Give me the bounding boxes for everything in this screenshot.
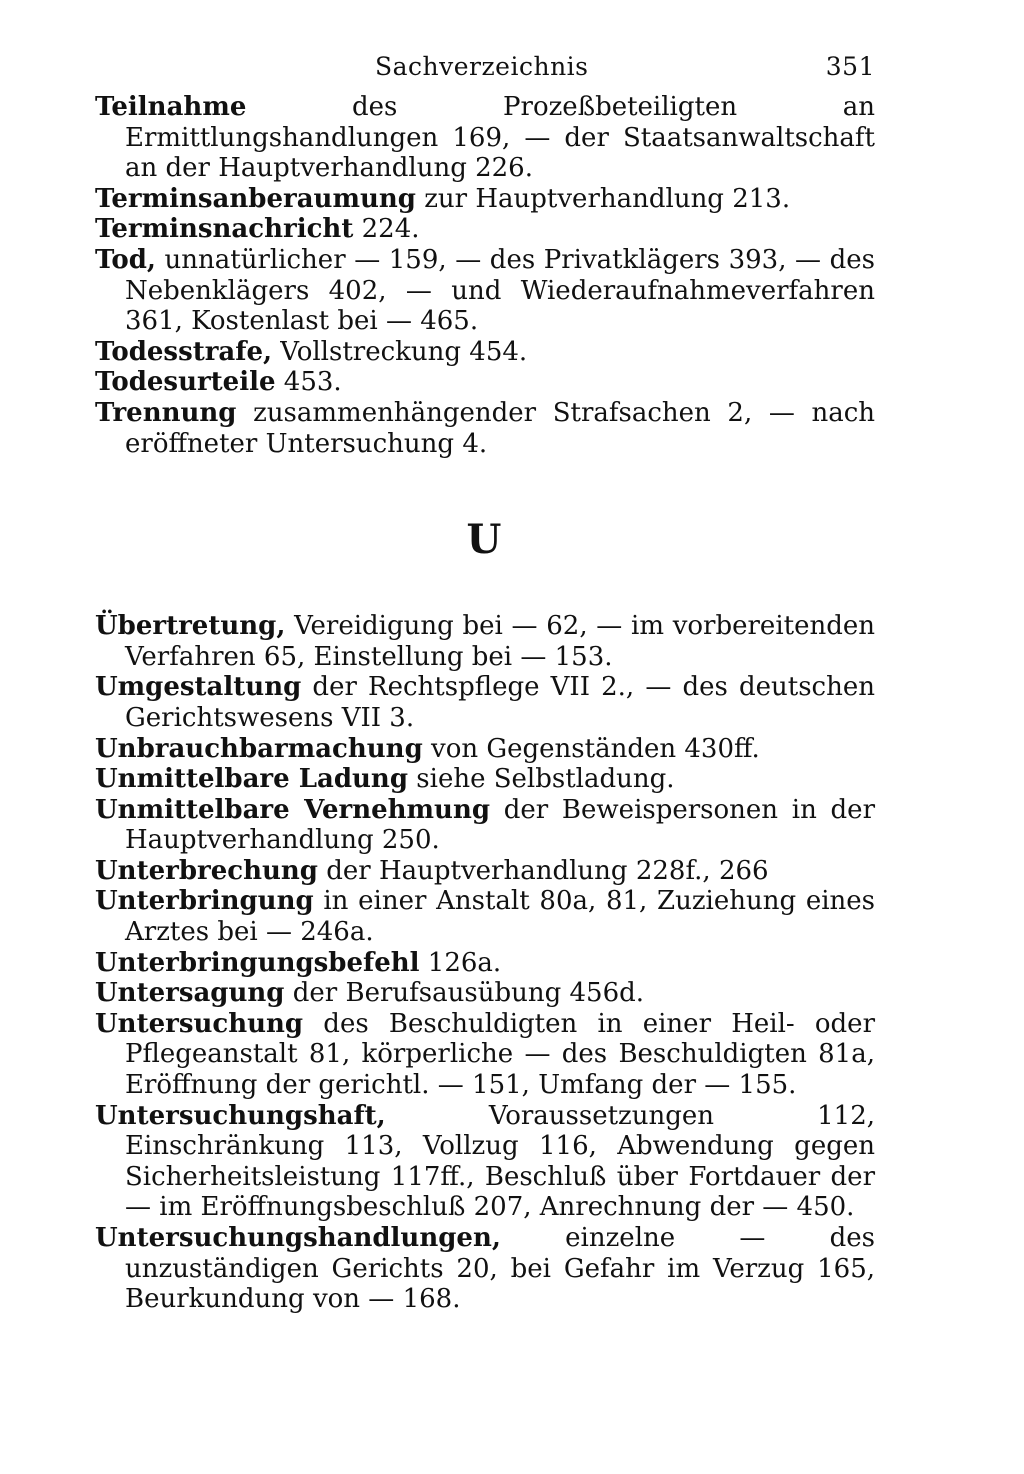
entry-term: Terminsnachricht bbox=[95, 214, 354, 245]
entry-text: des Beschuldigten in einer Heil- oder Pflegeanstalt 81, körperliche — des Beschuldigten 81a, Eröffnung der gerichtl. — 151, Umfang der — 155. bbox=[125, 1008, 875, 1101]
entry-term: Unterbringungsbefehl bbox=[95, 947, 420, 978]
index-page bbox=[95, 50, 875, 1315]
index-entry bbox=[95, 611, 875, 672]
page-title: Sachverzeichnis bbox=[375, 52, 589, 81]
index-entry bbox=[95, 856, 875, 887]
index-entry bbox=[95, 245, 875, 337]
entry-text: Voraussetzungen 112, Einschränkung 113, Vollzug 116, Abwendung gegen Sicherheitsleistung 117ff., Beschluß über Fortdauer der — im Eröffnungsbeschluß 207, Anrechnung der — 450. bbox=[125, 1100, 875, 1223]
entry-term: Tod, bbox=[95, 244, 156, 275]
index-entry bbox=[95, 886, 875, 947]
entry-term: Übertretung, bbox=[95, 611, 286, 642]
entry-text: der Beweispersonen in der Hauptverhandlung 250. bbox=[125, 794, 875, 856]
entry-term: Unmittelbare Ladung bbox=[95, 764, 409, 795]
entry-text: der Rechtspflege VII 2., — des deutschen Gerichtswesens VII 3. bbox=[125, 672, 875, 733]
entry-term: Trennung bbox=[95, 397, 237, 428]
index-entry bbox=[95, 978, 875, 1009]
entry-term: Unmittelbare Vernehmung bbox=[95, 794, 491, 825]
index-entry bbox=[95, 764, 875, 795]
running-head bbox=[95, 50, 875, 90]
entry-term: Unterbrechung bbox=[95, 855, 318, 886]
index-entry bbox=[95, 948, 875, 979]
page-number: 351 bbox=[825, 52, 875, 81]
entry-text: siehe Selbstladung. bbox=[408, 764, 675, 795]
entry-text: 224. bbox=[353, 214, 420, 245]
index-entry bbox=[95, 92, 875, 184]
entry-term: Todesurteile bbox=[95, 367, 276, 398]
section-letter-heading: U bbox=[466, 516, 504, 564]
entry-text: einzelne — des unzuständigen Gerichts 20, bei Gefahr im Verzug 165, Beurkundung von — 168. bbox=[125, 1223, 875, 1315]
entry-term: Umgestaltung bbox=[95, 672, 302, 703]
index-entry bbox=[95, 367, 875, 398]
index-entry bbox=[95, 795, 875, 856]
entry-text: von Gegenständen 430ff. bbox=[422, 733, 760, 764]
entry-text: 453. bbox=[275, 367, 342, 398]
index-entry bbox=[95, 672, 875, 733]
entry-text: 126a. bbox=[419, 947, 502, 978]
index-section-t bbox=[95, 92, 875, 459]
index-entry bbox=[95, 1223, 875, 1315]
index-entry bbox=[95, 1009, 875, 1101]
index-entry bbox=[95, 214, 875, 245]
index-entry bbox=[95, 337, 875, 368]
entry-term: Untersuchungshaft, bbox=[95, 1100, 386, 1131]
entry-text: zur Hauptverhandlung 213. bbox=[415, 183, 791, 214]
entry-text: unnatürlicher — 159, — des Privatklägers 393, — des Nebenklägers 402, — und Wiederaufnahmeverfahren 361, Kostenlast bei — 465. bbox=[125, 244, 875, 337]
entry-term: Unbrauchbarmachung bbox=[95, 733, 423, 764]
index-entry bbox=[95, 184, 875, 215]
entry-term: Terminsanberaumung bbox=[95, 183, 416, 214]
entry-text: der Berufsausübung 456d. bbox=[284, 978, 645, 1009]
entry-text: Vollstreckung 454. bbox=[272, 336, 528, 367]
index-section-u bbox=[95, 611, 875, 1315]
index-entry bbox=[95, 734, 875, 765]
entry-text: der Hauptverhandlung 228f., 266 bbox=[317, 855, 769, 886]
entry-term: Untersagung bbox=[95, 978, 285, 1009]
entry-text: Vereidigung bei — 62, — im vorbereitenden Verfahren 65, Einstellung bei — 153. bbox=[125, 611, 875, 672]
entry-term: Todesstrafe, bbox=[95, 336, 273, 367]
entry-text: zusammenhängender Strafsachen 2, — nach eröffneter Untersuchung 4. bbox=[125, 397, 875, 459]
entry-text: in einer Anstalt 80a, 81, Zuziehung eines Arztes bei — 246a. bbox=[125, 886, 875, 948]
index-entry bbox=[95, 1101, 875, 1223]
entry-text: des Prozeßbeteiligten an Ermittlungshandlungen 169, — der Staatsanwaltschaft an der Hauptverhandlung 226. bbox=[125, 92, 875, 184]
entry-term: Untersuchungshandlungen, bbox=[95, 1223, 501, 1253]
entry-term: Untersuchung bbox=[95, 1008, 304, 1039]
entry-term: Teilnahme bbox=[95, 92, 247, 122]
entry-term: Unterbringung bbox=[95, 886, 314, 917]
index-entry bbox=[95, 398, 875, 459]
